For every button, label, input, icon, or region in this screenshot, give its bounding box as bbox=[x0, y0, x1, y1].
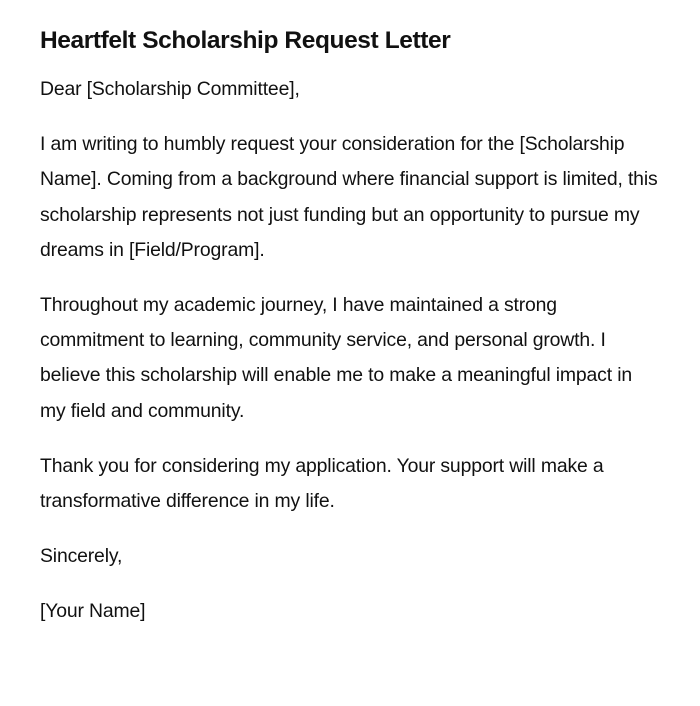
signature: [Your Name] bbox=[40, 600, 146, 623]
document-title: Heartfelt Scholarship Request Letter bbox=[40, 27, 451, 54]
closing: Sincerely, bbox=[40, 545, 123, 568]
body-paragraph-3: Thank you for considering my application. Your support will make a transformative difference in my life. bbox=[40, 454, 604, 513]
body-paragraph-2: Throughout my academic journey, I have maintained a strong commitment to learning, community service, and personal growth. I believe this scholarship will enable me to make a meaningful impact in my field and community. bbox=[40, 294, 632, 422]
salutation: Dear [Scholarship Committee], bbox=[40, 78, 300, 100]
body-paragraph-1: I am writing to humbly request your consideration for the [Scholarship Name]. Coming from a background where financial support is limited, this scholarship represents not just funding but an opportunity to pursue my dreams in [Field/Program]. bbox=[40, 133, 658, 261]
